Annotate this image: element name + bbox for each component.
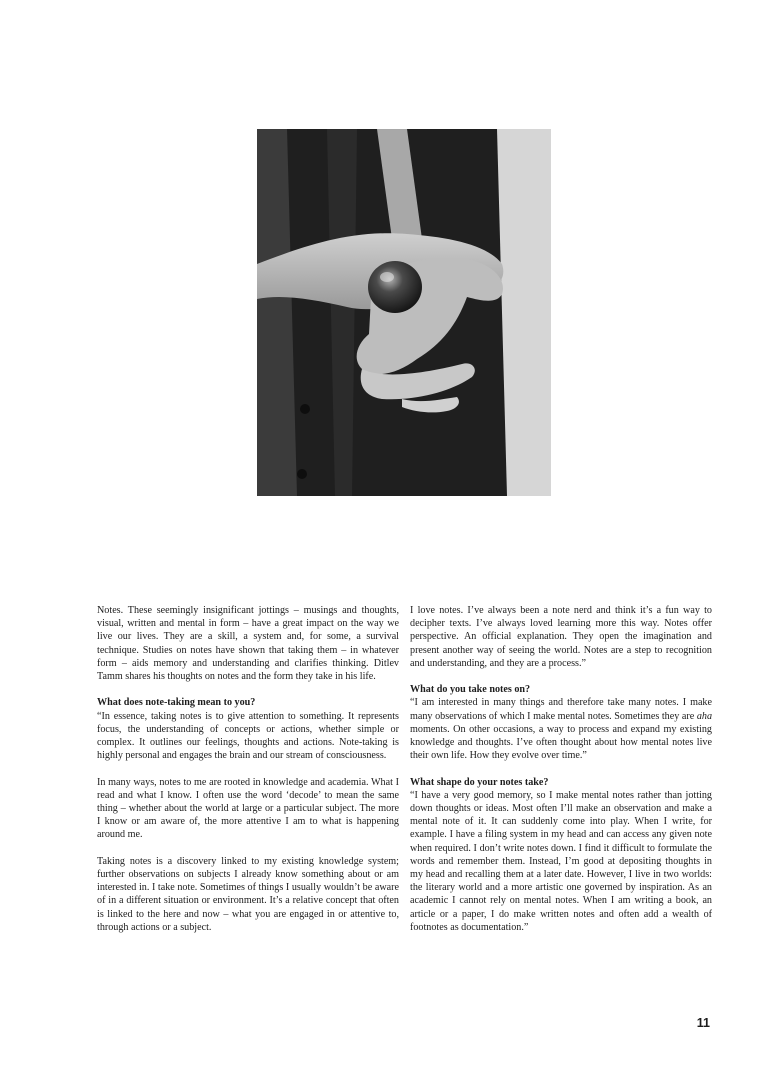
answer-text: moments. On other occasions, a way to process and expand my existing knowledge and thoughts. I’ve often thought about how mental notes live their own life. How they evolve over time.” (410, 723, 712, 762)
emphasis-text: aha (696, 710, 712, 722)
left-column (97, 604, 399, 947)
answer-text: “I am interested in many things and therefore take many notes. I make many observations of which I make mental notes. Sometimes they are (410, 697, 712, 722)
answer-paragraph: “In essence, taking notes is to give attention to something. It represents focus, the understanding of concepts or actions, whether simple or complex. It outlines our feelings, thoughts and actions. Note-taking is highly personal and engages the brain and our stream of consciousness. (97, 710, 399, 762)
hands-photo (257, 129, 551, 496)
question-heading: What do you take notes on? (410, 684, 531, 696)
intro-paragraph: Notes. These seemingly insignificant jottings – musings and thoughts, visual, written and mental in form – have a great impact on the way we live our lives. They are a skill, a system and, for some, a survival technique. Studies on notes have shown that taking them – in whatever form – aids memory and understanding and clarifies thinking. Ditlev Tamm shares his thoughts on notes and the form they take in his life. (97, 605, 399, 683)
question-heading: What does note-taking mean to you? (97, 697, 256, 709)
answer-paragraph (410, 696, 712, 762)
answer-paragraph: “I have a very good memory, so I make mental notes rather than jotting down thoughts or ideas. Most often I’ll make an observation and make a mental note of it. It can suddenly come into play. When I write, for example. I have a filing system in my head and can access any given note when required. I don’t write notes down. I find it difficult to formulate the words and remember them. Instead, I’m good at depositing thoughts in my head and recalling them at a later date. However, I live in two worlds: the literary world and a more artistic one governed by inspiration. As an academic I cannot rely on mental notes. When I am writing a book, an article or a paper, I do make written notes and often add a wealth of footnotes as documentation.” (410, 789, 712, 933)
right-column (410, 604, 712, 947)
answer-paragraph: In many ways, notes to me are rooted in knowledge and academia. What I read and what I know. I often use the word ‘decode’ to mean the same thing – whether about the world at large or a particular subject. The more I know or am aware of, the more attentive I am to what is happening around me. (97, 776, 399, 841)
answer-paragraph: I love notes. I’ve always been a note nerd and think it’s a fun way to decipher texts. I’ve always loved learning more this way. Notes offer perspective. An official explanation. They open the imagination and present another way of seeing the world. Notes are a step to recognition and understanding, and they are a process.” (410, 605, 712, 669)
page-number: 11 (696, 1016, 710, 1030)
answer-paragraph: Taking notes is a discovery linked to my existing knowledge system; further observations on subjects I already know something about or am interested in. I take note. Sometimes of things I usually wouldn’t be aware of in a different situation or environment. It’s a relative concept that often is linked to the here and now – what you are engaged in or attentive to, through actions or a subject. (97, 855, 399, 933)
hands-illustration (257, 129, 551, 496)
question-heading: What shape do your notes take? (410, 776, 549, 788)
